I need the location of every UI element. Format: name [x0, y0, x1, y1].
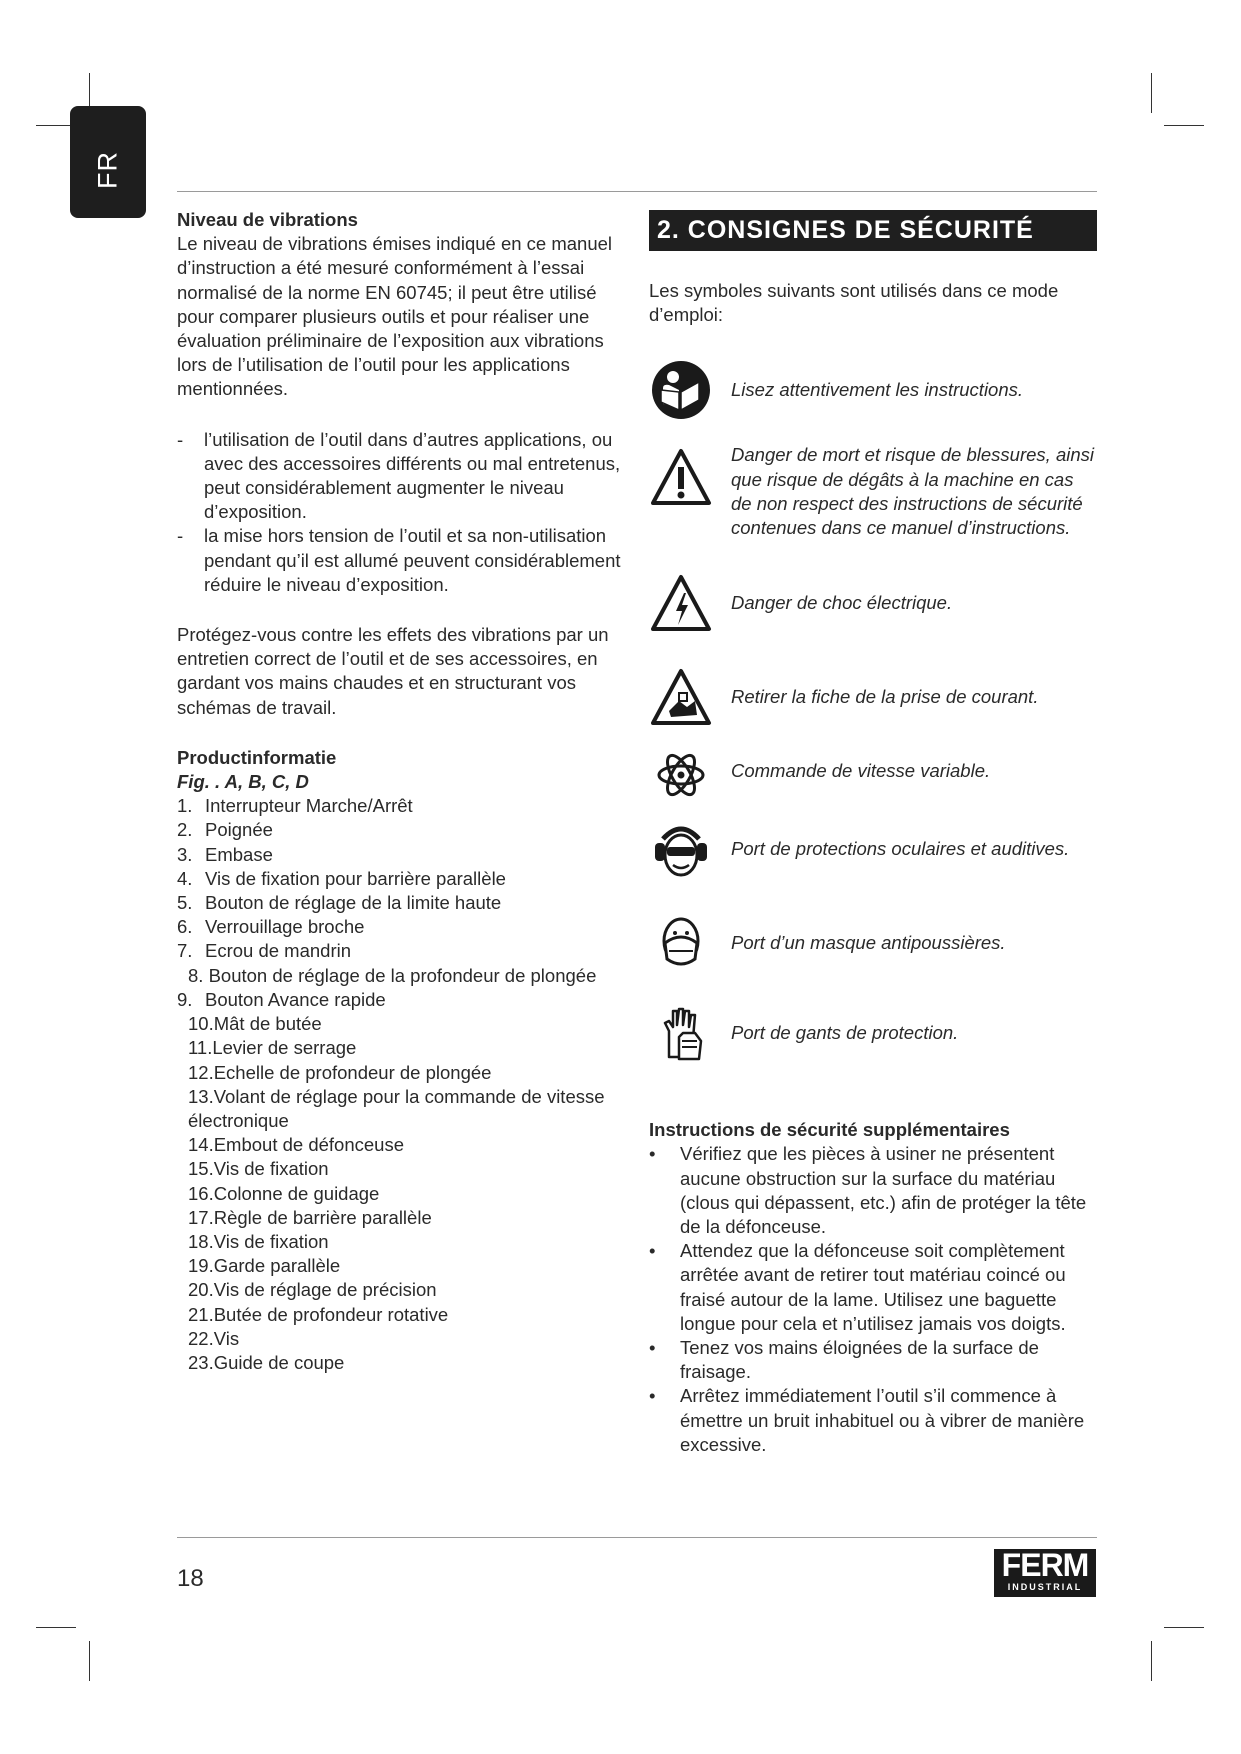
symbol-plug [649, 664, 1099, 730]
crop-mark-br-v [1151, 1641, 1152, 1681]
unplug-icon [649, 665, 713, 729]
variable-speed-icon [649, 739, 713, 803]
symbol-danger [649, 443, 1099, 540]
symbol-plug-text: Retirer la fiche de la prise de courant. [731, 686, 1039, 708]
left-column [177, 208, 627, 1375]
part-item: 15.Vis de fixation [188, 1158, 329, 1180]
language-tab-label: FR [92, 151, 123, 189]
gloves-icon [649, 1001, 713, 1065]
warning-triangle-icon [649, 445, 713, 509]
part-item: 1. Interrupteur Marche/Arrêt [177, 795, 413, 817]
footer-rule [177, 1537, 1097, 1538]
extra-item: • Vérifiez que les pièces à usiner ne présentent aucune obstruction sur la surface du matériau (clous qui dépassent, etc.) afin de protéger la tête de la défonceuse. [649, 1142, 1099, 1239]
vibration-text: Le niveau de vibrations émises indiqué en ce manuel d’instruction a été mesuré conformément à l’essai normalisé de la norme EN 60745; il peut être utilisé pour comparer plusieurs outils et pour réaliser une évaluation préliminaire de l’exposition aux vibrations lors de l’utilisation de l’outil pour les applications mentionnées. [177, 233, 613, 400]
part-item: 10.Mât de butée [188, 1013, 322, 1035]
part-item: 11.Levier de serrage [188, 1037, 357, 1059]
part-item: 17.Règle de barrière parallèle [188, 1206, 432, 1228]
part-item: 2. Poignée [177, 819, 273, 841]
eye-ear-protection-icon [649, 817, 713, 881]
part-item: 19.Garde parallèle [188, 1255, 341, 1277]
symbol-speed-text: Commande de vitesse variable. [731, 760, 991, 782]
symbol-read [649, 357, 1099, 423]
part-item: 13.Volant de réglage pour la commande de vitesse électronique [188, 1085, 605, 1131]
part-item: 6. Verrouillage broche [177, 916, 365, 938]
parts-list [177, 794, 627, 1375]
symbol-gloves [649, 1000, 1099, 1066]
symbol-danger-text: Danger de mort et risque de blessures, ainsi que risque de dégâts à la machine en cas de non respect des instructions de sécurité contenues dans ce manuel d’instructions. [731, 444, 1094, 539]
dash-item: - la mise hors tension de l’outil et sa non-utilisation pendant qu’il est allumé peuvent considérablement réduire le niveau d’exposition. [177, 524, 627, 597]
symbol-gloves-text: Port de gants de protection. [731, 1022, 959, 1044]
symbol-speed [649, 738, 1099, 804]
crop-mark-bl-v [89, 1641, 90, 1681]
symbol-eyes-text: Port de protections oculaires et auditives. [731, 838, 1070, 860]
part-item: 8. Bouton de réglage de la profondeur de plongée [188, 964, 597, 986]
crop-mark-bl-h [36, 1627, 76, 1628]
ferm-logo: FERM INDUSTRIAL [994, 1549, 1096, 1597]
right-column [649, 210, 1099, 1457]
fig-label: Fig. . A, B, C, D [177, 771, 309, 793]
symbol-mask-text: Port d’un masque antipoussières. [731, 932, 1006, 954]
part-item: 16.Colonne de guidage [188, 1182, 380, 1204]
part-item: 21.Butée de profondeur rotative [188, 1303, 449, 1325]
part-item: 23.Guide de coupe [188, 1351, 345, 1373]
part-item: 12.Echelle de profondeur de plongée [188, 1061, 492, 1083]
extra-item: • Attendez que la défonceuse soit complètement arrêtée avant de retirer tout matériau coincé ou fraisé autour de la lame. Utilisez une baguette longue pour cela et n’utilisez jamais vos doigts. [649, 1239, 1099, 1336]
symbol-read-text: Lisez attentivement les instructions. [731, 379, 1024, 401]
symbol-mask [649, 910, 1099, 976]
symbols-intro: Les symboles suivants sont utilisés dans ce mode d’emploi: [649, 280, 1059, 326]
part-item: 9. Bouton Avance rapide [177, 988, 386, 1010]
part-item: 3. Embase [177, 843, 273, 865]
symbol-eyes [649, 816, 1099, 882]
product-heading: Productinformatie [177, 746, 337, 768]
extra-item: • Tenez vos mains éloignées de la surface de fraisage. [649, 1336, 1099, 1384]
dash-item: - l’utilisation de l’outil dans d’autres applications, ou avec des accessoires différents ou mal entretenus, peut considérablement augmenter le niveau d’exposition. [177, 428, 627, 525]
crop-mark-br-h [1164, 1627, 1204, 1628]
part-item: 7. Ecrou de mandrin [177, 940, 352, 962]
extra-heading: Instructions de sécurité supplémentaires [649, 1119, 1010, 1141]
extra-safety-list [649, 1142, 1099, 1457]
part-item: 18.Vis de fixation [188, 1230, 329, 1252]
section-title: 2. CONSIGNES DE SÉCURITÉ [649, 210, 1097, 251]
page-number: 18 [177, 1565, 204, 1592]
protect-text: Protégez-vous contre les effets des vibrations par un entretien correct de l’outil et de ses accessoires, en gardant vos mains chaudes et en structurant vos schémas de travail. [177, 624, 609, 718]
dust-mask-icon [649, 911, 713, 975]
crop-mark-tr-h [1164, 125, 1204, 126]
vibration-heading: Niveau de vibrations [177, 209, 358, 230]
electric-shock-icon [649, 571, 713, 635]
header-rule [177, 191, 1097, 192]
read-manual-icon [649, 358, 713, 422]
part-item: 4. Vis de fixation pour barrière parallèle [177, 867, 506, 889]
part-item: 20.Vis de réglage de précision [188, 1279, 437, 1301]
symbol-shock [649, 570, 1099, 636]
symbol-shock-text: Danger de choc électrique. [731, 592, 953, 614]
part-item: 22.Vis [188, 1327, 240, 1349]
vibration-dash-list [177, 428, 627, 597]
part-item: 14.Embout de défonceuse [188, 1134, 404, 1156]
language-tab [70, 106, 146, 218]
part-item: 5. Bouton de réglage de la limite haute [177, 892, 502, 914]
extra-item: • Arrêtez immédiatement l’outil s’il commence à émettre un bruit inhabituel ou à vibrer de manière excessive. [649, 1384, 1099, 1457]
crop-mark-tr-v [1151, 73, 1152, 113]
